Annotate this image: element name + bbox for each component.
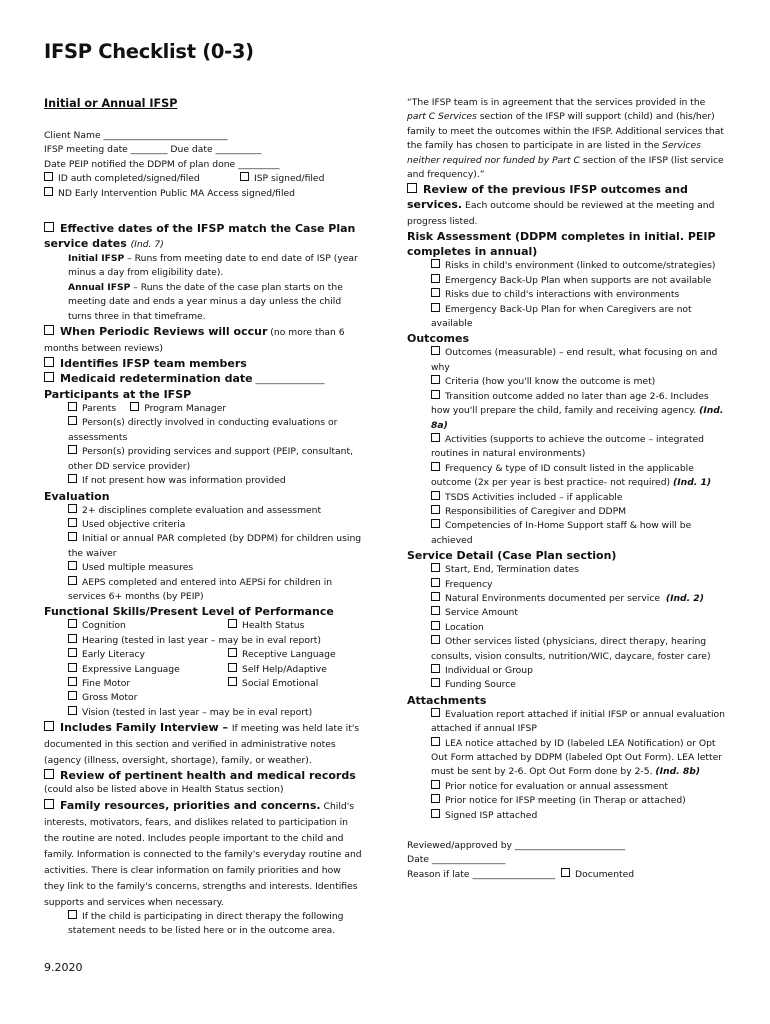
fine-motor-label: Fine Motor [82, 677, 131, 689]
service-checkbox[interactable] [431, 635, 440, 644]
identifies-team-checkbox[interactable] [44, 357, 54, 367]
eval-item [68, 504, 364, 518]
nd-early-label: ND Early Intervention Public MA Access signed/filed [58, 187, 295, 199]
outcome-item [431, 519, 725, 548]
eval-checkbox[interactable] [68, 518, 77, 527]
documented-checkbox[interactable] [561, 868, 570, 877]
not-present-item [68, 474, 364, 488]
outcome-checkbox[interactable] [431, 519, 440, 528]
medicaid-checkbox[interactable] [44, 372, 54, 382]
early-literacy-label: Early Literacy [82, 649, 145, 661]
service-label: Individual or Group [445, 665, 533, 676]
nd-early-item [44, 187, 364, 201]
attachments-heading: Attachments [407, 693, 487, 707]
early-literacy-checkbox[interactable] [68, 648, 77, 657]
service-checkbox[interactable] [431, 621, 440, 630]
review-previous-checkbox[interactable] [407, 183, 417, 193]
id-auth-checkbox[interactable] [44, 172, 53, 181]
attachment-label: Evaluation report attached if initial IFSP or annual evaluation attached if annual IFSP [431, 708, 725, 735]
service-item [431, 678, 725, 692]
eval-item [68, 532, 364, 561]
date-field[interactable]: Date ________________ [407, 854, 506, 866]
review-health-checkbox[interactable] [44, 769, 54, 779]
attachment-checkbox[interactable] [431, 708, 440, 717]
statement-quote [407, 96, 725, 182]
hearing-item [68, 634, 364, 648]
outcome-label: Responsibilities of Caregiver and DDPM [445, 505, 627, 517]
outcome-checkbox[interactable] [431, 491, 440, 500]
cognition-checkbox[interactable] [68, 619, 77, 628]
persons-directly-checkbox[interactable] [68, 416, 77, 425]
vision-item [68, 706, 364, 720]
outcomes-heading: Outcomes [407, 332, 469, 346]
self-help-checkbox[interactable] [228, 663, 237, 672]
family-resources-label: Family resources, priorities and concerns. [60, 798, 321, 812]
participants-list [44, 402, 364, 488]
eval-item [68, 576, 364, 605]
eval-item [68, 518, 364, 532]
quote-neither: Services neither required nor funded by Part C [407, 140, 701, 166]
hearing-label: Hearing (tested in last year – may be in eval report) [82, 634, 321, 646]
participants-row-1 [68, 402, 364, 416]
risk-item [431, 259, 725, 273]
service-checkbox[interactable] [431, 592, 440, 601]
annual-ifsp-note [44, 281, 364, 324]
risk-list [407, 259, 725, 331]
eval-label: Initial or annual PAR completed (by DDPM) for children using the waiver [68, 533, 362, 559]
skills-row [68, 663, 364, 677]
service-item [431, 635, 725, 664]
family-resources-item [44, 798, 364, 910]
documented-label: Documented [575, 868, 635, 880]
service-label: Start, End, Termination dates [445, 564, 579, 576]
family-interview-label: Includes Family Interview – [60, 721, 232, 735]
eval-checkbox[interactable] [68, 576, 77, 585]
risk-label: Risks in child's environment (linked to outcome/strategies) [445, 260, 716, 272]
functional-skills-heading: Functional Skills/Present Level of Performance [44, 605, 334, 619]
fine-motor-checkbox[interactable] [68, 677, 77, 686]
outcome-item [431, 346, 725, 375]
right-column [407, 96, 725, 882]
outcome-label: TSDS Activities included – if applicable [445, 491, 623, 503]
evaluation-list [44, 504, 364, 605]
direct-therapy-label: If the child is participating in direct therapy the following statement needs to be listed here or in the outcome area. [68, 910, 344, 936]
vision-label: Vision (tested in last year – may be in eval report) [82, 706, 313, 718]
service-checkbox[interactable] [431, 563, 440, 572]
left-column [44, 96, 364, 938]
indicator-8a: (Ind. 8a) [431, 405, 724, 431]
family-interview-item [44, 720, 364, 768]
attachment-label: Prior notice for evaluation or annual assessment [445, 780, 669, 792]
parents-label: Parents [82, 403, 117, 415]
eval-label: Used multiple measures [82, 562, 194, 574]
self-help-label: Self Help/Adaptive [242, 663, 327, 675]
health-status-label: Health Status [242, 620, 305, 632]
risk-checkbox[interactable] [431, 288, 440, 297]
persons-providing-checkbox[interactable] [68, 445, 77, 454]
service-item [431, 621, 725, 635]
eval-label: 2+ disciplines complete evaluation and assessment [82, 504, 322, 516]
medicaid-label: Medicaid redetermination date [60, 372, 253, 386]
periodic-reviews-item [44, 324, 364, 356]
attachment-checkbox[interactable] [431, 794, 440, 803]
expressive-language-checkbox[interactable] [68, 663, 77, 672]
risk-assessment-heading: Risk Assessment (DDPM completes in initial. PEIP completes in annual) [407, 230, 716, 259]
indicator-2: (Ind. 2) [665, 592, 704, 604]
quote-text-c: section of the IFSP (list service and frequency).” [407, 154, 724, 181]
outcome-item [431, 390, 725, 433]
persons-directly-label: Person(s) directly involved in conducting evaluations or assessments [68, 417, 338, 443]
risk-label: Emergency Back-Up Plan when supports are not available [445, 274, 712, 286]
direct-therapy-checkbox[interactable] [68, 910, 77, 919]
outcome-checkbox[interactable] [431, 346, 440, 355]
service-checkbox[interactable] [431, 664, 440, 673]
page-title: IFSP Checklist (0-3) [44, 40, 254, 63]
annual-ifsp-label: Annual IFSP [68, 281, 131, 293]
outcome-label: Frequency & type of ID consult listed in the applicable outcome (2x per year is best practice- not required) [431, 462, 694, 489]
outcome-label: Transition outcome added no later than age 2-6. Includes how you'll prepare the child, family and receiving agency. [431, 390, 709, 417]
effective-dates-checkbox[interactable] [44, 222, 54, 232]
risk-item [431, 288, 725, 302]
risk-checkbox[interactable] [431, 259, 440, 268]
review-previous-label: Review of the previous IFSP outcomes and services. [407, 183, 688, 212]
risk-checkbox[interactable] [431, 303, 440, 312]
indicator-1: (Ind. 1) [673, 477, 712, 489]
meeting-date-field[interactable]: IFSP meeting date ________ Due date __________ [44, 144, 262, 156]
program-manager-checkbox[interactable] [130, 402, 139, 411]
footer-version: 9.2020 [44, 961, 83, 974]
hearing-checkbox[interactable] [68, 634, 77, 643]
cognition-label: Cognition [82, 620, 126, 632]
outcome-label: Outcomes (measurable) – end result, what focusing on and why [431, 347, 718, 373]
persons-providing-item [68, 445, 364, 474]
gross-motor-label: Gross Motor [82, 692, 138, 704]
eval-checkbox[interactable] [68, 561, 77, 570]
outcome-checkbox[interactable] [431, 390, 440, 399]
outcome-label: Competencies of In-Home Support staff & how will be achieved [431, 520, 692, 546]
attachment-item [431, 737, 725, 780]
health-status-checkbox[interactable] [228, 619, 237, 628]
medicaid-item [44, 371, 364, 387]
eval-checkbox[interactable] [68, 504, 77, 513]
attachment-item [431, 809, 725, 823]
attachments-list [407, 708, 725, 823]
social-emotional-checkbox[interactable] [228, 677, 237, 686]
service-item [431, 578, 725, 592]
not-present-label: If not present how was information provided [82, 475, 286, 487]
functional-skills-list [44, 619, 364, 720]
eval-label: Used objective criteria [82, 518, 186, 530]
reason-late-field[interactable]: Reason if late __________________ [407, 868, 556, 880]
isp-signed-label: ISP signed/filed [254, 173, 325, 185]
outcome-label: Activities (supports to achieve the outcome – integrated routines in natural environments) [431, 433, 704, 460]
family-resources-checkbox[interactable] [44, 799, 54, 809]
expressive-language-label: Expressive Language [82, 663, 180, 675]
risk-label: Risks due to child's interactions with environments [445, 289, 680, 301]
attachment-label: Signed ISP attached [445, 809, 538, 821]
outcome-checkbox[interactable] [431, 433, 440, 442]
persons-providing-label: Person(s) providing services and support (PEIP, consultant, other DD service provider) [68, 446, 353, 472]
evaluation-heading: Evaluation [44, 489, 110, 503]
family-interview-note: If meeting was held late it's documented in this section and verified in administrative notes (agency (illness, oversight, shortage), family, or weather). [44, 723, 360, 767]
vision-checkbox[interactable] [68, 706, 77, 715]
risk-item [431, 274, 725, 288]
peip-date-field[interactable]: Date PEIP notified the DDPM of plan done _________ [44, 158, 280, 170]
service-item [431, 606, 725, 620]
service-label: Other services listed (physicians, direct therapy, hearing consults, vision consults, nutrition/WIC, daycare, foster care) [431, 636, 711, 662]
attachment-item [431, 708, 725, 737]
annual-ifsp-text: – Runs the date of the case plan starts on the meeting date and ends a year minus a day unless the child turns three in that timeframe. [68, 281, 343, 322]
periodic-reviews-label: When Periodic Reviews will occur [60, 325, 268, 339]
indicator-8b: (Ind. 8b) [655, 766, 701, 778]
social-emotional-label: Social Emotional [242, 677, 319, 689]
outcome-checkbox[interactable] [431, 462, 440, 471]
attachment-item [431, 780, 725, 794]
service-checkbox[interactable] [431, 678, 440, 687]
attachment-checkbox[interactable] [431, 737, 440, 746]
not-present-checkbox[interactable] [68, 474, 77, 483]
review-health-note: (could also be listed above in Health Status section) [44, 784, 284, 796]
parents-checkbox[interactable] [68, 402, 77, 411]
family-resources-note: Child's interests, motivators, fears, and dislikes related to participation in the routine are noted. Includes people important to the child and family. Information is connected to the family's everyday routine and activities. There is clear information on family priorities and how they link to the family's concerns, strengths and interests. Identifies supports and services when necessary. [44, 800, 362, 908]
risk-checkbox[interactable] [431, 274, 440, 283]
id-auth-label: ID auth completed/signed/filed [58, 173, 200, 185]
periodic-reviews-checkbox[interactable] [44, 325, 54, 335]
direct-therapy-item [44, 910, 364, 939]
family-interview-checkbox[interactable] [44, 721, 54, 731]
eval-label: AEPS completed and entered into AEPSi for children in services 6+ months (by PEIP) [68, 576, 333, 602]
review-previous-item [407, 182, 725, 229]
isp-signed-checkbox[interactable] [240, 172, 249, 181]
eval-checkbox[interactable] [68, 532, 77, 541]
service-checkbox[interactable] [431, 606, 440, 615]
nd-early-checkbox[interactable] [44, 187, 53, 196]
service-checkbox[interactable] [431, 578, 440, 587]
service-item [431, 563, 725, 577]
quote-part-c: part C Services [407, 111, 477, 123]
participants-heading: Participants at the IFSP [44, 388, 192, 402]
outcomes-list [407, 346, 725, 548]
skills-row [68, 648, 364, 662]
initial-ifsp-text: – Runs from meeting date to end date of ISP (year minus a day from eligibility date). [68, 253, 358, 279]
reviewed-by-field[interactable]: Reviewed/approved by ________________________ [407, 840, 626, 852]
risk-label: Emergency Back-Up Plan for when Caregivers are not available [431, 303, 692, 330]
client-name-field[interactable]: Client Name ___________________________ [44, 130, 228, 141]
attachment-checkbox[interactable] [431, 809, 440, 818]
service-detail-heading: Service Detail (Case Plan section) [407, 549, 617, 563]
outcome-item [431, 375, 725, 389]
identifies-team-item [44, 356, 364, 371]
service-item [431, 664, 725, 678]
skills-row [68, 677, 364, 691]
outcome-item [431, 433, 725, 462]
service-item [431, 592, 725, 606]
periodic-reviews-note: (no more than 6 months between reviews) [44, 327, 345, 355]
eval-item [68, 561, 364, 575]
service-label: Frequency [445, 578, 493, 590]
auth-row [44, 172, 364, 186]
persons-directly-item [68, 416, 364, 445]
medicaid-date-field[interactable]: _______________ [252, 374, 325, 386]
attachment-item [431, 794, 725, 808]
service-label: Service Amount [445, 607, 518, 619]
effective-dates-label: Effective dates of the IFSP match the Case Plan service dates [44, 222, 356, 251]
outcome-item [431, 505, 725, 519]
effective-dates-indicator: (Ind. 7) [130, 239, 164, 251]
gross-motor-checkbox[interactable] [68, 691, 77, 700]
outcome-checkbox[interactable] [431, 505, 440, 514]
initial-ifsp-note [44, 252, 364, 281]
reason-late-row [407, 868, 725, 882]
service-list [407, 563, 725, 693]
service-label: Location [445, 621, 484, 633]
initial-ifsp-label: Initial IFSP [68, 253, 125, 265]
attachment-checkbox[interactable] [431, 780, 440, 789]
initial-annual-heading: Initial or Annual IFSP [44, 97, 178, 110]
attachment-label: Prior notice for IFSP meeting (in Therap or attached) [445, 795, 686, 807]
attachment-label: LEA notice attached by ID (labeled LEA Notification) or Opt Out Form attached by DDPM (labeled Opt Out Form). LEA letter must be sent by 2-6. Opt Out Form done by 2-5. [431, 737, 723, 778]
review-previous-note: Each outcome should be reviewed at the meeting and progress listed. [407, 200, 715, 228]
receptive-language-checkbox[interactable] [228, 648, 237, 657]
service-label: Natural Environments documented per service [445, 592, 661, 604]
receptive-language-label: Receptive Language [242, 649, 336, 661]
review-health-item [44, 768, 364, 783]
outcome-checkbox[interactable] [431, 375, 440, 384]
service-label: Funding Source [445, 679, 516, 691]
gross-motor-item [68, 691, 364, 705]
risk-item [431, 303, 725, 332]
quote-text-b: section of the IFSP will support (child) and (his/her) family to meet the outcomes within the IFSP. Additional services that the family has chosen to participate in are listed in the [407, 111, 724, 152]
outcome-label: Criteria (how you'll know the outcome is met) [445, 376, 656, 388]
review-health-label: Review of pertinent health and medical records [60, 769, 356, 783]
skills-row [68, 619, 364, 633]
program-manager-label: Program Manager [144, 403, 227, 415]
outcome-item [431, 491, 725, 505]
quote-text-a: “The IFSP team is in agreement that the services provided in the [407, 97, 706, 108]
outcome-item [431, 462, 725, 491]
identifies-team-label: Identifies IFSP team members [60, 357, 247, 371]
effective-dates-heading [44, 221, 364, 252]
